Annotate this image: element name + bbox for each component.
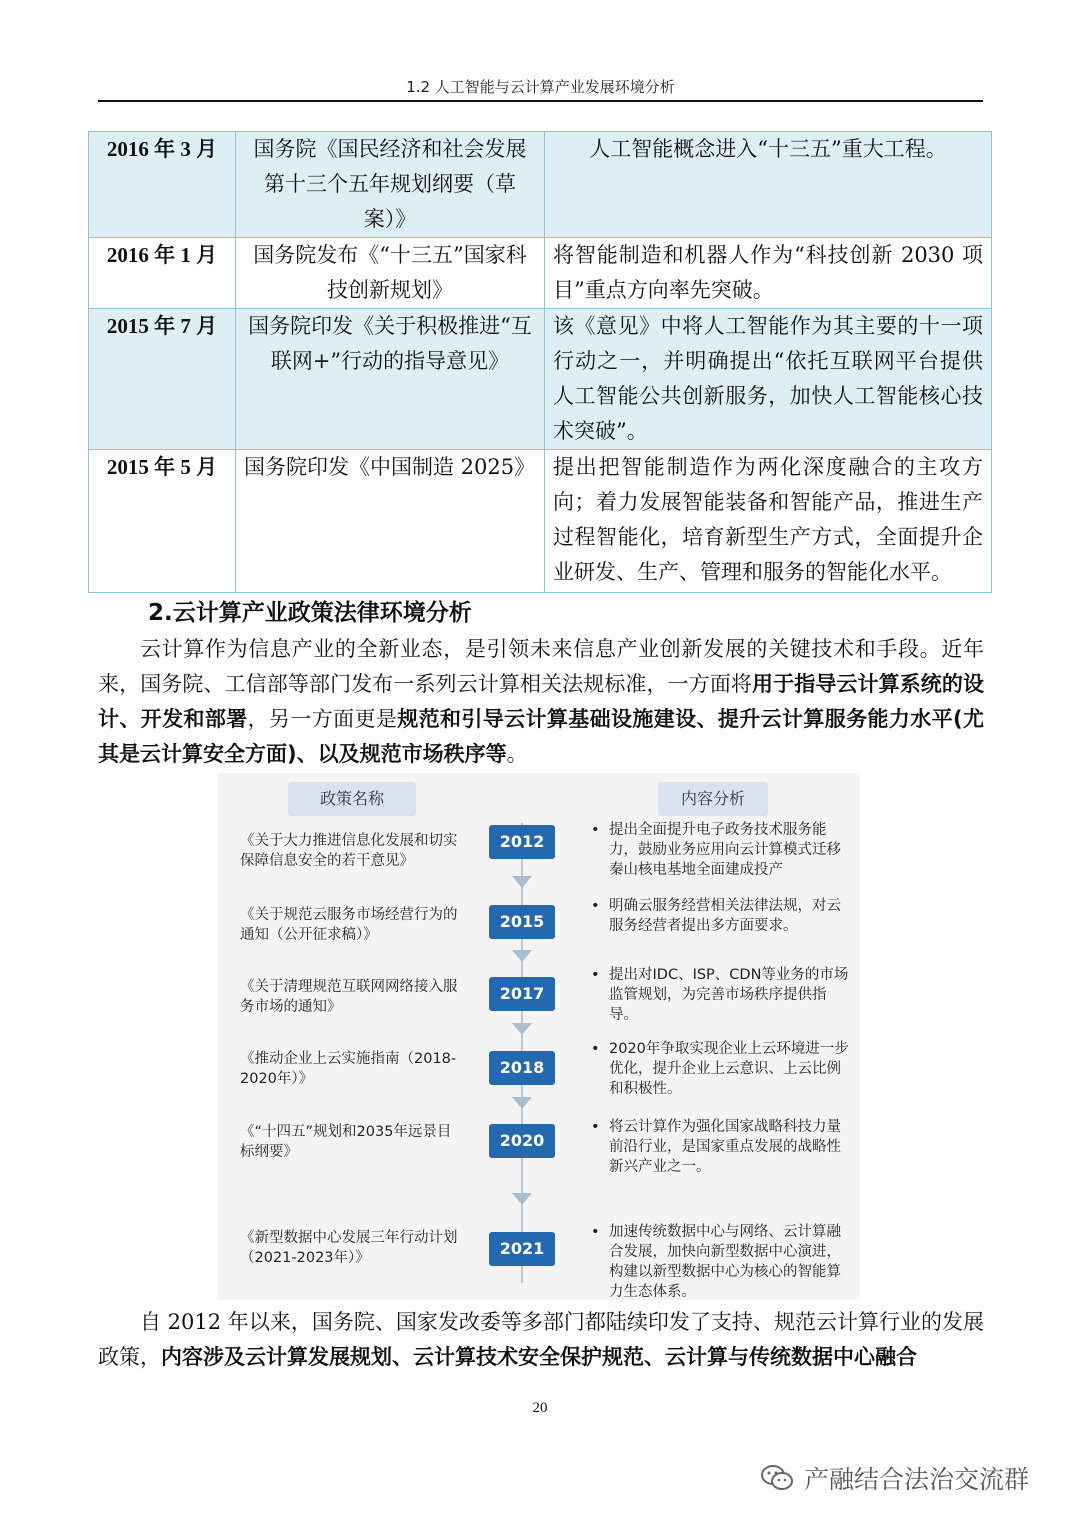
bold-text: 规范和引导云计算基础设施建设、提升云计算服务能力水平(尤其是云计算安全方面)、以及规范市场秩序等 <box>98 707 985 766</box>
down-arrow-icon <box>512 1097 532 1109</box>
section-title: 2.云计算产业政策法律环境分析 <box>148 600 472 626</box>
bullet-icon: • <box>591 898 600 914</box>
wechat-icon <box>760 1463 794 1493</box>
down-arrow-icon <box>512 876 532 888</box>
policy-name-header: 政策名称 <box>288 782 416 816</box>
bold-text: 内容涉及云计算发展规划、云计算技术安全保护规范、云计算与传统数据中心融合 <box>161 1345 917 1369</box>
paragraph-intro <box>98 632 984 772</box>
bullet-icon: • <box>591 822 600 838</box>
content-analysis <box>591 1117 853 1177</box>
policy-name: 《新型数据中心发展三年行动计划（2021-2023年）》 <box>240 1230 458 1266</box>
year-badge: 2015 <box>489 905 555 939</box>
bullet-icon: • <box>591 1119 600 1135</box>
content-text: 2020年争取实现企业上云环境进一步优化，提升企业上云意识、上云比例和积极性。 <box>609 1041 849 1097</box>
note-cell: 将智能制造和机器人作为“科技创新 2030 项目”重点方向率先突破。 <box>545 238 992 309</box>
paragraph-text: 云计算作为信息产业的全新业态，是引领未来信息产业创新发展的关键技术和手段。近年来，国务院、工信部等部门发布一系列云计算相关法规标准，一方面将 <box>98 637 984 696</box>
bold-text: 用于指导云计算系统的设计、开发和部署 <box>98 672 985 731</box>
content-analysis <box>591 1222 853 1302</box>
policy-name: 《关于规范云服务市场经营行为的通知（公开征求稿）》 <box>240 907 458 943</box>
document-cell: 国务院发布《“十三五”国家科技创新规划》 <box>236 238 545 309</box>
bullet-icon: • <box>591 1041 600 1057</box>
year-badge: 2017 <box>489 977 555 1011</box>
content-text: 加速传统数据中心与网络、云计算融合发展，加快向新型数据中心演进，构建以新型数据中心为核心的智能算力生态体系。 <box>609 1224 841 1300</box>
bullet-icon: • <box>591 967 600 983</box>
paragraph-text: ，另一方面更是 <box>247 707 398 731</box>
content-text: 将云计算作为强化国家战略科技力量前沿行业，是国家重点发展的战略性新兴产业之一。 <box>609 1119 841 1175</box>
ai-policy-table <box>88 131 992 593</box>
policy-name: 《关于清理规范互联网网络接入服务市场的通知》 <box>240 979 458 1015</box>
document-cell: 国务院《国民经济和社会发展第十三个五年规划纲要（草案）》 <box>236 132 545 238</box>
policy-name: 《推动企业上云实施指南（2018-2020年）》 <box>240 1051 457 1087</box>
content-text: 提出对IDC、ISP、CDN等业务的市场监管规划，为完善市场秩序提供指导。 <box>609 967 849 1023</box>
header-rule <box>98 100 983 102</box>
running-header: 1.2 人工智能与云计算产业发展环境分析 <box>406 78 675 96</box>
content-analysis-header: 内容分析 <box>658 782 768 816</box>
paragraph-text: 自 2012 年以来，国务院、国家发改委等多部门都陆续印发了支持、规范云计算行业的发展政策， <box>98 1310 984 1369</box>
paragraph-text: 。 <box>506 742 528 766</box>
table-row <box>89 238 992 309</box>
year-badge: 2012 <box>489 825 555 859</box>
content-text: 明确云服务经营相关法律法规，对云服务经营者提出多方面要求。 <box>609 898 841 934</box>
date-cell: 2016 年 1 月 <box>89 238 236 309</box>
date-cell: 2016 年 3 月 <box>89 132 236 238</box>
table-row <box>89 450 992 593</box>
down-arrow-icon <box>512 1193 532 1205</box>
date-cell: 2015 年 5 月 <box>89 450 236 593</box>
date-cell: 2015 年 7 月 <box>89 309 236 450</box>
watermark-text: 产融结合法治交流群 <box>804 1465 1030 1494</box>
year-badge: 2018 <box>489 1051 555 1085</box>
table-row <box>89 132 992 238</box>
paragraph-summary <box>98 1305 984 1375</box>
content-text: 提出全面提升电子政务技术服务能力，鼓励业务应用向云计算模式迁移秦山核电基地全面建成投产 <box>609 822 841 878</box>
policy-name: 《关于大力推进信息化发展和切实保障信息安全的若干意见》 <box>240 833 458 869</box>
document-cell: 国务院印发《关于积极推进“互联网+”行动的指导意见》 <box>236 309 545 450</box>
year-badge: 2020 <box>489 1124 555 1158</box>
bullet-icon: • <box>591 1224 600 1240</box>
year-badge: 2021 <box>489 1232 555 1266</box>
note-cell: 人工智能概念进入“十三五”重大工程。 <box>545 132 992 238</box>
cloud-policy-timeline-figure <box>218 773 860 1300</box>
watermark <box>760 1458 1029 1498</box>
content-analysis <box>591 965 853 1025</box>
document-cell: 国务院印发《中国制造 2025》 <box>236 450 545 593</box>
down-arrow-icon <box>512 1023 532 1035</box>
page-number: 20 <box>532 1400 548 1416</box>
down-arrow-icon <box>512 950 532 962</box>
table-row <box>89 309 992 450</box>
note-cell: 该《意见》中将人工智能作为其主要的十一项行动之一，并明确提出“依托互联网平台提供人工智能公共创新服务，加快人工智能核心技术突破”。 <box>545 309 992 450</box>
content-analysis <box>591 1039 853 1099</box>
content-analysis <box>591 896 853 936</box>
policy-name: 《“十四五”规划和2035年远景目标纲要》 <box>240 1124 452 1160</box>
content-analysis <box>591 820 853 880</box>
note-cell: 提出把智能制造作为两化深度融合的主攻方向；着力发展智能装备和智能产品，推进生产过程智能化，培育新型生产方式，全面提升企业研发、生产、管理和服务的智能化水平。 <box>545 450 992 593</box>
